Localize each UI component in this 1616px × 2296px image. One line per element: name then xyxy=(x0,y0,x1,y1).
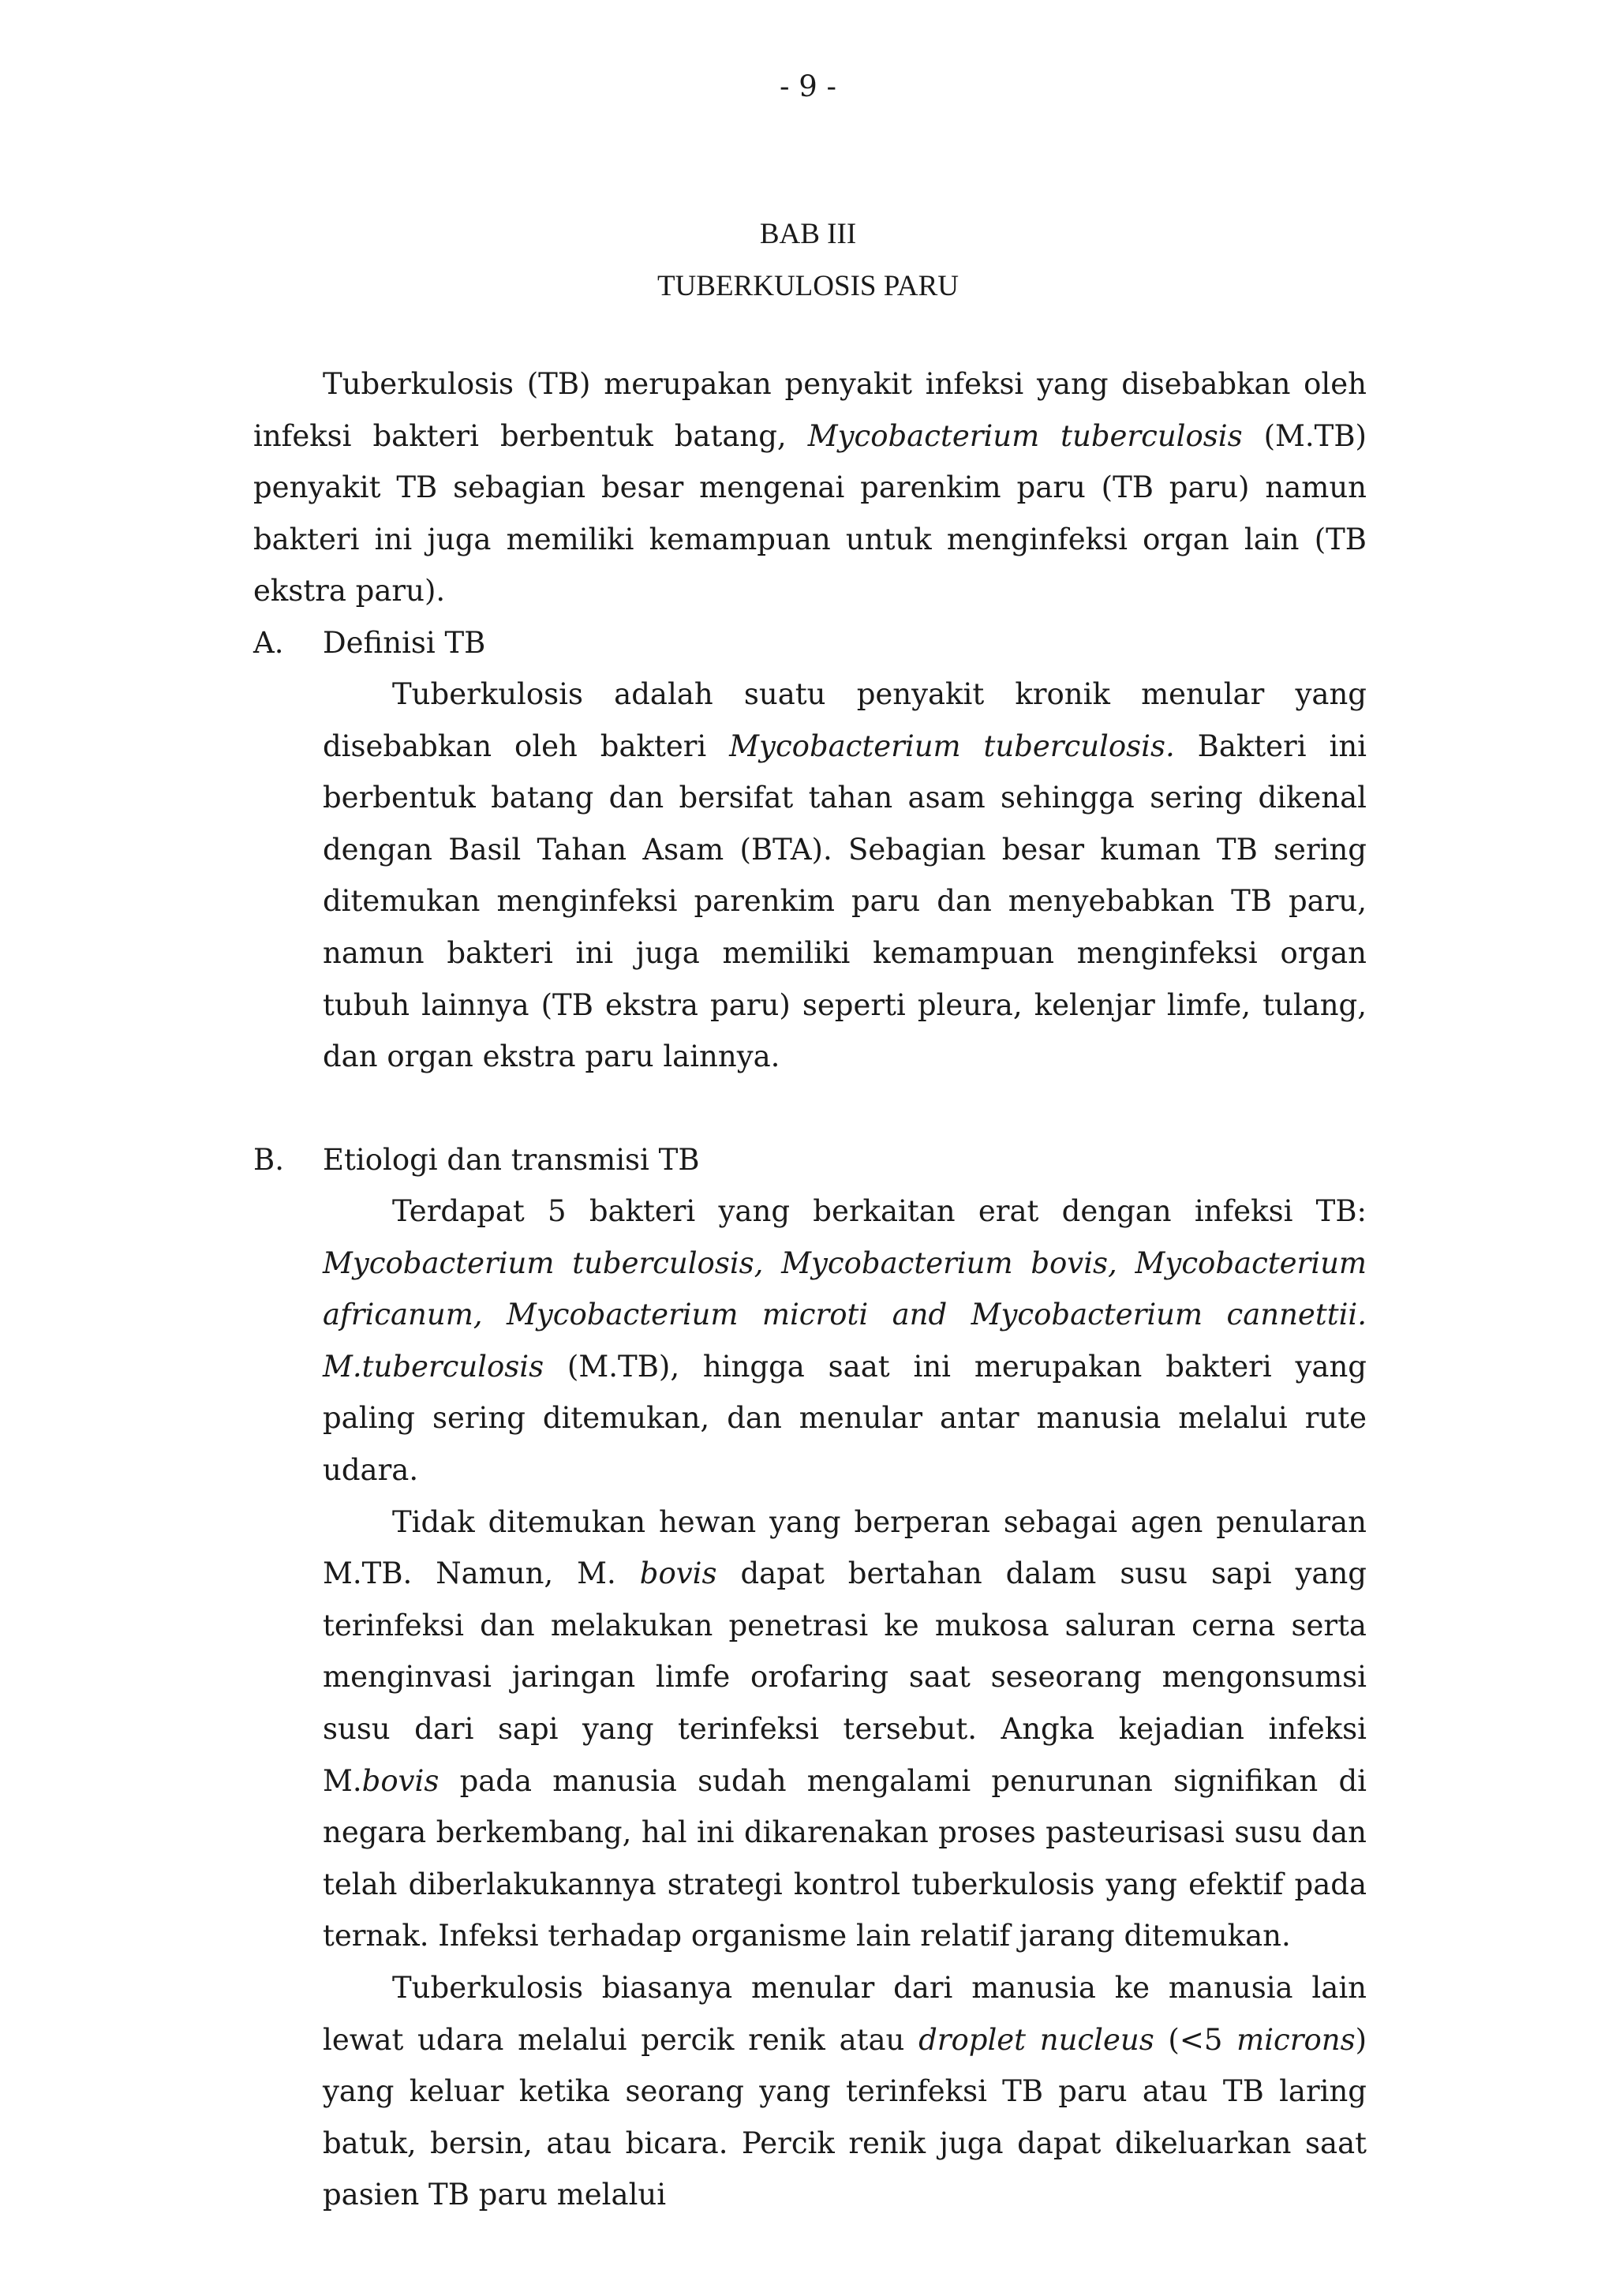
section-a-text-cont: Bakteri ini berbentuk batang dan bersifat tahan asam sehingga sering dikenal dengan Basil Tahan Asam (BTA). Sebagian besar kuman TB sering ditemukan menginfeksi parenkim paru dan menyebabkan TB paru, namun bakteri ini juga memiliki kemampuan menginfeksi organ tubuh lainnya (TB ekstra paru) seperti pleura, kelenjar limfe, tulang, dan organ ekstra paru lainnya. xyxy=(323,729,1367,1074)
section-b-p2-species-2: bovis xyxy=(361,1763,440,1798)
section-b-p2-species: bovis xyxy=(639,1556,717,1591)
section-b-p3-unit: microns xyxy=(1236,2022,1356,2057)
section-a-body xyxy=(323,669,1367,1083)
section-b-p3-text-end: ) yang keluar ketika seorang yang terinfeksi TB paru atau TB laring batuk, bersin, atau bicara. Percik renik juga dapat dikeluarkan saat pasien TB paru melalui xyxy=(323,2022,1367,2212)
chapter-title: TUBERKULOSIS PARU xyxy=(656,270,960,302)
chapter-number: BAB III xyxy=(759,218,857,250)
section-b-p1-text: Terdapat 5 bakteri yang berkaitan erat dengan infeksi TB: xyxy=(392,1194,1367,1228)
section-b-p2-text-cont: dapat bertahan dalam susu sapi yang terinfeksi dan melakukan penetrasi ke mukosa saluran cerna serta menginvasi jaringan limfe orofaring saat seseorang mengonsumsi susu dari sapi yang terinfeksi tersebut. Angka kejadian infeksi M. xyxy=(323,1556,1367,1798)
page-number: - 9 - xyxy=(779,69,837,103)
section-b-heading xyxy=(253,1134,700,1186)
section-b-paragraph-1 xyxy=(323,1185,1367,1496)
section-a-paragraph xyxy=(323,669,1367,1083)
section-a-species-name: Mycobacterium tuberculosis. xyxy=(729,729,1175,763)
section-b-paragraph-2 xyxy=(323,1496,1367,1962)
chapter-heading xyxy=(0,208,1616,313)
intro-text-cont: (M.TB) penyakit TB sebagian besar mengenai parenkim paru (TB paru) namun bakteri ini juga memiliki kemampuan untuk menginfeksi organ lain (TB ekstra paru). xyxy=(253,418,1367,609)
section-b-letter: B. xyxy=(253,1143,284,1177)
section-b-p2-text-end: pada manusia sudah mengalami penurunan signifikan di negara berkembang, hal ini dikarenakan proses pasteurisasi susu dan telah diberlakukannya strategi kontrol tuberkulosis yang efektif pada ternak. Infeksi terhadap organisme lain relatif jarang ditemukan. xyxy=(323,1763,1367,1953)
intro-paragraph-block xyxy=(253,358,1367,617)
section-b-p1-species-list: Mycobacterium tuberculosis, Mycobacterium bovis, Mycobacterium africanum, Mycobacterium microti and Mycobacterium cannettii. M.tuberculosis xyxy=(323,1245,1367,1384)
section-a-letter: A. xyxy=(253,626,284,660)
section-a-text: Tuberkulosis adalah suatu penyakit kronik menular yang disebabkan oleh bakteri xyxy=(323,677,1367,763)
section-b-title: Etiologi dan transmisi TB xyxy=(323,1143,700,1177)
section-a-title: Definisi TB xyxy=(323,626,486,660)
section-b-p3-text: Tuberkulosis biasanya menular dari manusia ke manusia lain lewat udara melalui percik renik atau xyxy=(323,1970,1367,2057)
section-b-p2-text: Tidak ditemukan hewan yang berperan sebagai agen penularan M.TB. Namun, M. xyxy=(323,1504,1367,1591)
intro-paragraph xyxy=(253,358,1367,617)
section-b-p1-text-cont: (M.TB), hingga saat ini merupakan bakteri yang paling sering ditemukan, dan menular antar manusia melalui rute udara. xyxy=(323,1349,1367,1487)
section-b-paragraph-3 xyxy=(323,1962,1367,2221)
section-a-heading xyxy=(253,617,485,669)
section-b-p3-term: droplet nucleus xyxy=(918,2022,1154,2057)
section-b-body xyxy=(323,1185,1367,2221)
intro-text: Tuberkulosis (TB) merupakan penyakit infeksi yang disebabkan oleh infeksi bakteri berbentuk batang, xyxy=(253,367,1367,453)
section-b-p3-text-cont: (<5 xyxy=(1154,2022,1237,2057)
intro-species-name: Mycobacterium tuberculosis xyxy=(807,418,1243,453)
